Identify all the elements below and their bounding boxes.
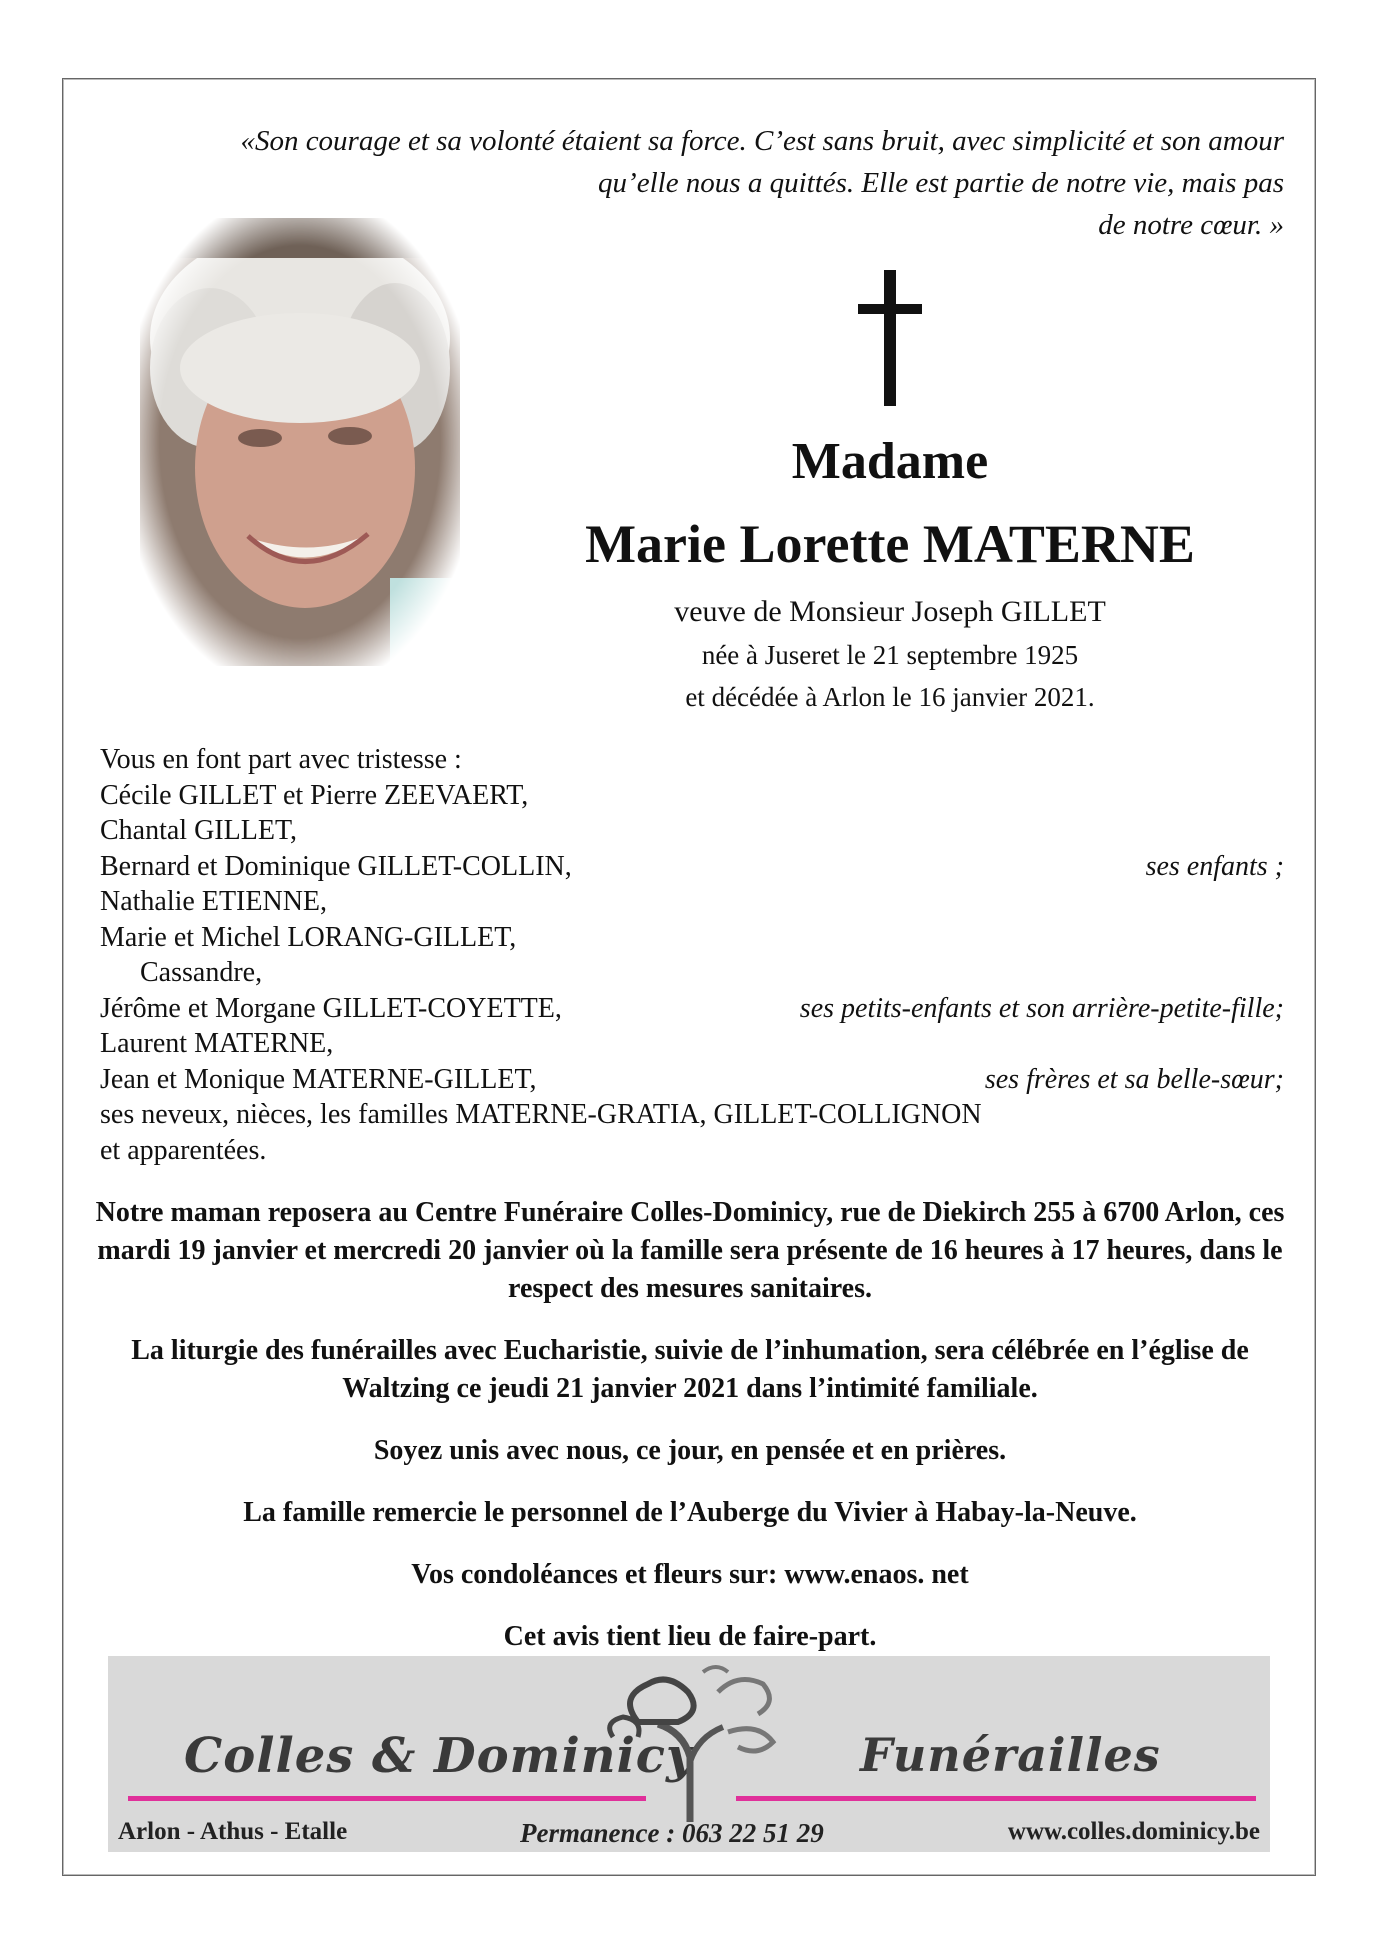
family-row: Cassandre,	[140, 957, 263, 988]
family-list	[100, 742, 1284, 1168]
family-row: Laurent MATERNE,	[100, 1028, 334, 1059]
notice-rest: Notre maman reposera au Centre Funéraire Colles-Dominicy, rue de Diekirch 255 à 6700 Arlon, ces mardi 19 janvier et mercredi 20 janvier où la famille sera présente de 16 heures à 17 heures, dans le respect des mesures sanitaires.	[95, 1197, 1285, 1304]
notice-prayer: Soyez unis avec nous, ce jour, en pensée et en prières.	[373, 1435, 1007, 1466]
tree-icon	[598, 1662, 788, 1822]
cross-icon	[858, 270, 922, 406]
birth-info: née à Juseret le 21 septembre 1925	[701, 640, 1079, 670]
notice-condolences: Vos condoléances et fleurs sur: www.enaos. net	[411, 1559, 969, 1590]
family-row: Bernard et Dominique GILLET-COLLIN, ses enfants ;	[100, 850, 1284, 882]
accent-line-right	[736, 1796, 1256, 1801]
notice-thanks: La famille remercie le personnel de l’Auberge du Vivier à Habay-la-Neuve.	[243, 1497, 1137, 1528]
widow-of: veuve de Monsieur Joseph GILLET	[674, 595, 1106, 628]
brand-service: Funérailles	[860, 1728, 1161, 1782]
quote-line-1: «Son courage et sa volonté étaient sa force. C’est sans bruit, avec simplicité et son amour	[240, 125, 1284, 157]
notice-faire-part: Cet avis tient lieu de faire-part.	[503, 1621, 877, 1652]
quote-line-3: de notre cœur. »	[1098, 209, 1284, 241]
notice-liturgy: La liturgie des funérailles avec Eucharistie, suivie de l’inhumation, sera célébrée en l’église de Waltzing ce jeudi 21 janvier 2021 dans l’intimité familiale.	[131, 1335, 1249, 1404]
deceased-name: Marie Lorette MATERNE	[585, 514, 1195, 574]
locations: Arlon - Athus - Etalle	[118, 1818, 348, 1845]
portrait-photo	[140, 218, 460, 666]
portrait-image	[140, 218, 460, 666]
death-info: et décédée à Arlon le 16 janvier 2021.	[685, 682, 1095, 712]
family-row: Jean et Monique MATERNE-GILLET, ses frères et sa belle-sœur;	[100, 1063, 1284, 1095]
family-row: ses neveux, nièces, les familles MATERNE-GRATIA, GILLET-COLLIGNON	[100, 1099, 982, 1130]
quote-line-2: qu’elle nous a quittés. Elle est partie de notre vie, mais pas	[598, 167, 1284, 199]
funeral-home-banner	[108, 1656, 1270, 1852]
family-row: Chantal GILLET,	[100, 815, 297, 846]
permanence-phone: Permanence : 063 22 51 29	[520, 1818, 824, 1848]
family-row: Marie et Michel LORANG-GILLET,	[100, 921, 517, 953]
family-row: Nathalie ETIENNE,	[100, 886, 328, 917]
website-link[interactable]: www.colles.dominicy.be	[1007, 1818, 1260, 1845]
accent-line-left	[128, 1796, 646, 1801]
family-row: et apparentées.	[100, 1134, 267, 1166]
brand-name: Colles & Dominicy	[184, 1728, 695, 1784]
family-row: Jérôme et Morgane GILLET-COYETTE, ses petits-enfants et son arrière-petite-fille;	[100, 992, 1284, 1024]
ceremony-notices	[90, 1194, 1290, 1680]
honorific: Madame	[791, 433, 989, 490]
family-row: Cécile GILLET et Pierre ZEEVAERT,	[100, 779, 529, 811]
family-intro: Vous en font part avec tristesse :	[100, 744, 462, 775]
